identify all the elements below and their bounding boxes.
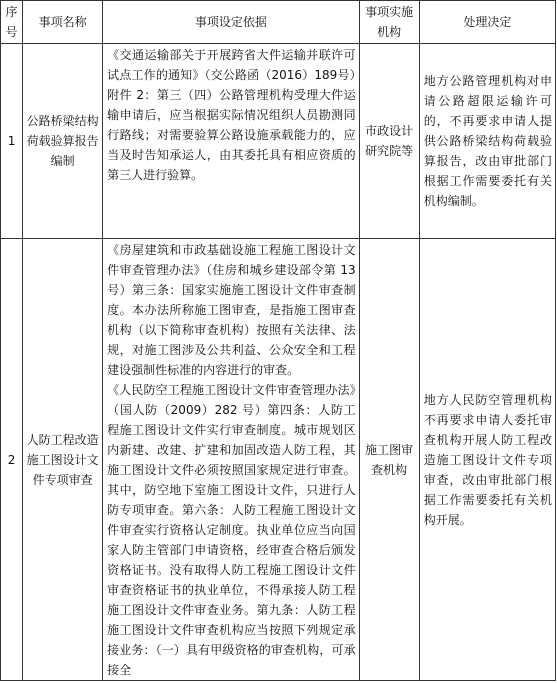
basis-paragraph: 《交通运输部关于开展跨省大件运输并联许可试点工作的通知》（交公路函（2016）189号）附件 2：第三（四）公路管理机构受理大件运输申请后，应当根据实际情况组织人员勘测同行路线；对需要验算公路设施承载能力的，应当及时告知承运人，由其委托具有相应资质的第三人进行验算。 (107, 48, 356, 182)
row-org-text: 施工图审查机构 (365, 442, 414, 477)
table-row (1, 44, 556, 239)
basis-paragraph: 《房屋建筑和市政基础设施工程施工图设计文件审查管理办法》（住房和城乡建设部令第 13 号）第三条：国家实施施工图设计文件审查制度。本办法所称施工图审查，是指施工图审查机构（以下简称审查机构）按照有关法律、法规，对施工图涉及公共利益、公众安全和工程建设强制性标准的内容进行的审查。 (107, 243, 356, 377)
row-item-name (23, 239, 103, 681)
basis-paragraph: 《人民防空工程施工图设计文件审查管理办法》（国人防（2009）282 号）第四条：人防工程施工图设计文件实行审查制度。城市规划区内新建、改建、扩建和加固改造人防工程，其施工图设计文件必须按照国家规定进行审查。其中，防空地下室施工图设计文件，只进行人防专项审查。第六条：人防工程施工图设计文件审查实行资格认定制度。执业单位应当向国家人防主管部门申请资格，经审查合格后颁发资格证书。没有取得人防工程施工图设计文件审查资格证书的执业单位，不得承接人防工程施工图设计文件审查业务。第九条：人防工程施工图设计文件审查机构应当按照下列规定承接业务：（一）具有甲级资格的审查机构，可承接全 (107, 383, 356, 677)
row-item-name-text: 公路桥梁结构荷载验算报告编制 (26, 114, 99, 168)
row-item-name (23, 44, 103, 239)
header-basis: 事项设定依据 (103, 1, 359, 44)
header-seq: 序号 (1, 1, 23, 44)
row-decision (419, 239, 555, 681)
row-decision (419, 44, 555, 239)
row-org (359, 44, 419, 239)
header-name: 事项名称 (23, 1, 103, 44)
row-seq: 2 (1, 239, 23, 681)
header-org: 事项实施机构 (359, 1, 419, 44)
row-basis (103, 239, 359, 681)
row-basis (103, 44, 359, 239)
row-item-name-text: 人防工程改造施工图设计文件专项审查 (26, 432, 99, 487)
row-decision-text: 地方公路管理机构对申请公路超限运输许可的，不再要求申请人提供公路桥梁结构荷载验算报告，改由审批部门根据工作需要委托有关机构编制。 (423, 74, 552, 208)
table-row (1, 239, 556, 681)
row-seq: 1 (1, 44, 23, 239)
row-org (359, 239, 419, 681)
row-decision-text: 地方人民防空管理机构不再要求申请人委托审查机构开展人防工程改造施工图设计文件专项审查，改由审批部门根据工作需要委托有关机构开展。 (423, 392, 552, 527)
header-row (1, 1, 556, 44)
header-decision: 处理决定 (419, 1, 555, 44)
row-org-text: 市政设计研究院等 (365, 124, 414, 158)
